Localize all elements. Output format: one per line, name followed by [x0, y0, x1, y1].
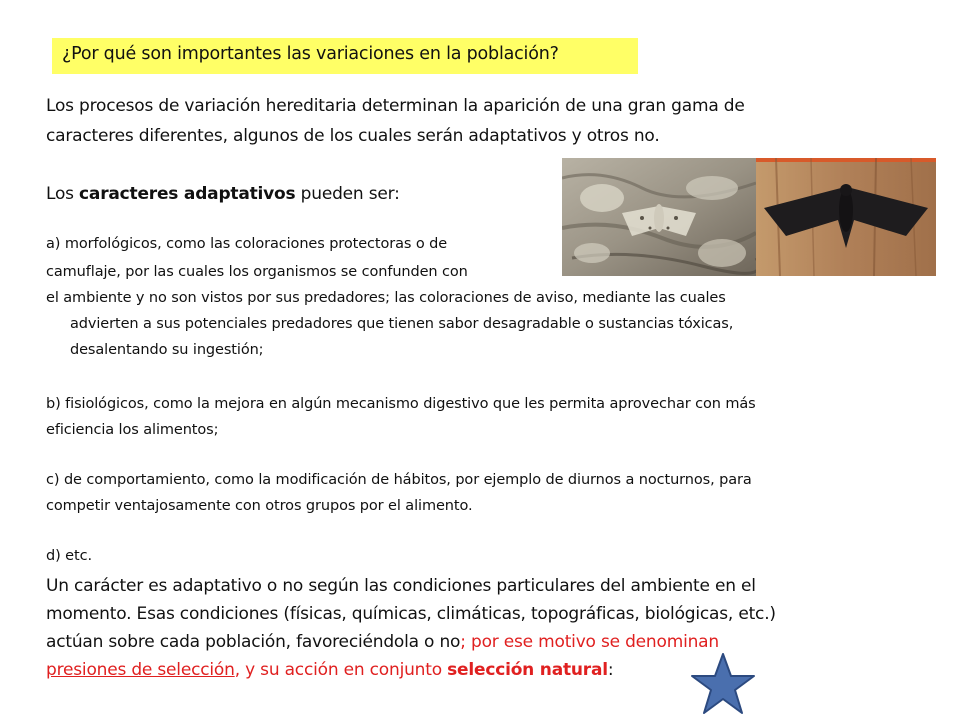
intro-line-2: caracteres diferentes, algunos de los cuales serán adaptativos y otros no. — [46, 126, 660, 146]
slide-title: ¿Por qué son importantes las variaciones en la población? — [52, 38, 638, 74]
item-a-line-5: desalentando su ingestión; — [70, 342, 264, 358]
adaptive-prefix: Los — [46, 184, 80, 204]
item-d: d) etc. — [46, 548, 92, 564]
conclusion-line-1: Un carácter es adaptativo o no según las condiciones particulares del ambiente en el — [46, 576, 756, 596]
item-a-line-3: el ambiente y no son vistos por sus predadores; las coloraciones de aviso, mediante las cuales — [46, 290, 726, 306]
conclusion-line-4-mid: , y su acción en conjunto — [234, 660, 448, 680]
item-c-line-2: competir ventajosamente con otros grupos por el alimento. — [46, 498, 473, 514]
dark-moth-image — [756, 158, 936, 276]
light-moth-image — [562, 158, 756, 276]
adaptive-heading — [46, 184, 400, 204]
item-a-line-4: advierten a sus potenciales predadores que tienen sabor desagradable o sustancias tóxicas, — [70, 316, 734, 332]
conclusion-line-4 — [46, 660, 613, 680]
star-icon[interactable] — [690, 652, 756, 720]
conclusion-line-2: momento. Esas condiciones (físicas, químicas, climáticas, topográficas, biológicas, etc.) — [46, 604, 776, 624]
item-a-line-2: camuflaje, por las cuales los organismos se confunden con — [46, 264, 468, 280]
conclusion-line-4-end: : — [607, 660, 614, 680]
star-shape — [690, 652, 756, 716]
item-b-line-2: eficiencia los alimentos; — [46, 422, 219, 438]
dark-moth-photo — [756, 158, 936, 276]
adaptive-suffix: pueden ser: — [295, 184, 400, 204]
natural-selection-term: selección natural — [447, 660, 608, 680]
item-a-line-1: a) morfológicos, como las coloraciones protectoras o de — [46, 236, 448, 252]
item-c-line-1: c) de comportamiento, como la modificación de hábitos, por ejemplo de diurnos a nocturnos, para — [46, 472, 752, 488]
conclusion-line-3 — [46, 632, 719, 652]
conclusion-line-3-red: ; por ese motivo se denominan — [460, 632, 719, 652]
intro-line-1: Los procesos de variación hereditaria determinan la aparición de una gran gama de — [46, 96, 745, 116]
light-moth-photo — [562, 158, 756, 276]
conclusion-line-3-black: actúan sobre cada población, favoreciéndola o no — [46, 632, 461, 652]
selection-pressures-term: presiones de selección — [46, 660, 235, 680]
adaptive-bold: caracteres adaptativos — [79, 184, 296, 204]
item-b-line-1: b) fisiológicos, como la mejora en algún mecanismo digestivo que les permita aprovechar con más — [46, 396, 756, 412]
